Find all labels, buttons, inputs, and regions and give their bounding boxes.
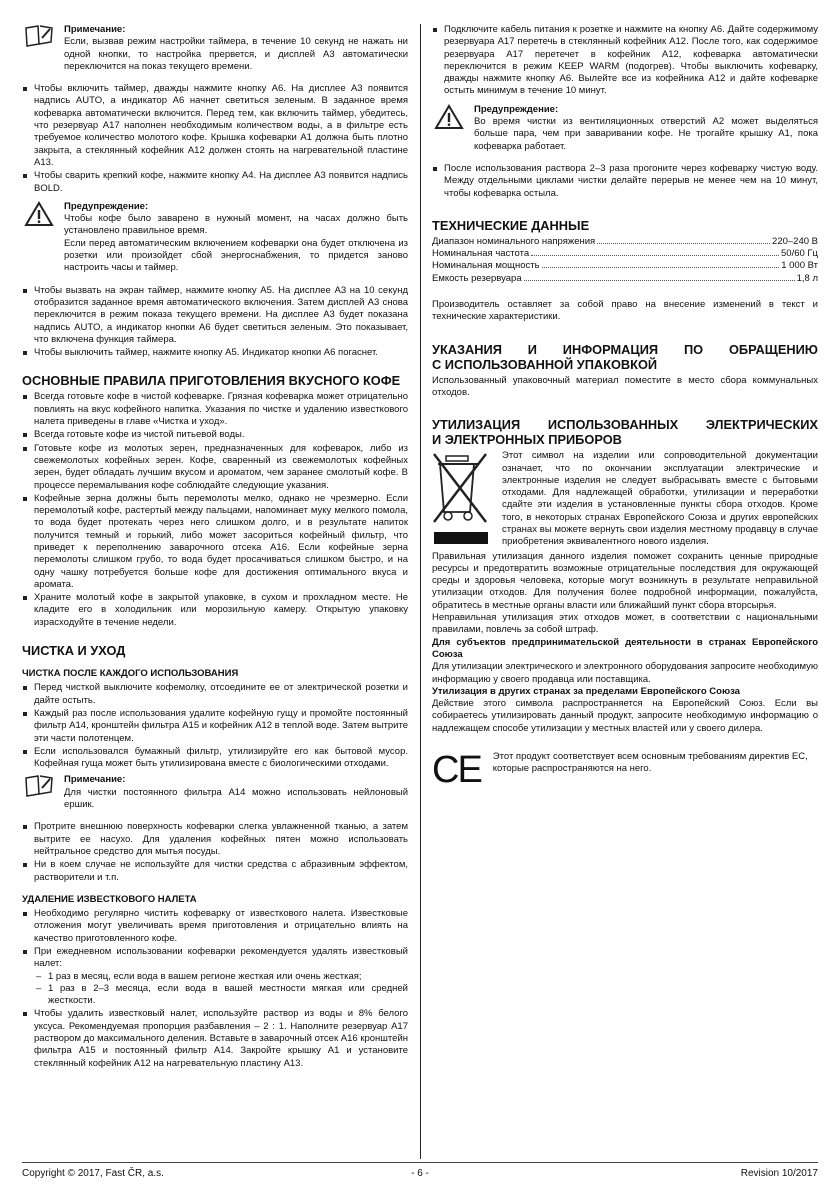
timer-bullets bbox=[22, 83, 408, 195]
dash-item: – 1 раз в 2–3 месяца, если вода в вашей местности мягкая или средней жесткости. bbox=[34, 983, 408, 1008]
spec-table bbox=[432, 236, 818, 285]
column-divider bbox=[420, 24, 421, 1159]
coffee-rules-list bbox=[22, 391, 408, 629]
note-title: Примечание: bbox=[64, 24, 126, 35]
list-item: Необходимо регулярно чистить кофеварку от известкового налета. Известковые отложения могут увеличивать время приготовления и отрицательно влиять на качество приготовленного кофе. bbox=[22, 908, 408, 945]
spec-value: 1 000 Вт bbox=[781, 260, 818, 272]
crossed-bin-icon bbox=[432, 450, 492, 550]
non-eu-text: Действие этого символа распространяется на Европейский Союз. Если вы собираетесь утилизировать данный продукт, запросите необходимую информацию о надлежащем способе утилизации у местных властей или у своего дилера. bbox=[432, 698, 818, 734]
list-item: Чтобы выключить таймер, нажмите кнопку A5. Индикатор кнопки A6 погаснет. bbox=[22, 347, 408, 359]
note-timer bbox=[22, 24, 408, 73]
weee-text: Неправильная утилизация этих отходов может, в соответствии с национальными правилами, повлечь за собой штраф. bbox=[432, 612, 818, 636]
spec-value: 50/60 Гц bbox=[781, 248, 818, 260]
list-item: Кофейные зерна должны быть перемолоты мелко, однако не чрезмерно. Если перемолотый кофе, растертый между пальцами, напоминает муку мелкого помола, то вода будет протекать через него слишком долго, и в результате напиток получится темный и горький, либо может засориться кофейный фильтр, что приведет к переполнению заварочного отсека A16. Если кофейные зерна перемолоты слишком грубо, то вода будет просачиваться слишком быстро, и на одну чашку потребуется больше кофе для достижения оптимального вкуса и аромата. bbox=[22, 493, 408, 591]
cleaning-list-2 bbox=[22, 821, 408, 883]
spec-value: 1,8 л bbox=[796, 272, 818, 284]
page-footer bbox=[22, 1168, 818, 1182]
spec-row bbox=[432, 260, 818, 272]
list-item: Всегда готовьте кофе из чистой питьевой воды. bbox=[22, 429, 408, 441]
list-item: Храните молотый кофе в закрытой упаковке, в сухом и прохладном месте. Не кладите его в холодильник или морозильную камеру. Открытую упаковку израсходуйте в течение недели. bbox=[22, 592, 408, 629]
list-item: Если использовался бумажный фильтр, утилизируйте его как бытовой мусор. Кофейная гуща может быть утилизирована вместе с биологическими отходами. bbox=[22, 746, 408, 771]
section-title: ЧИСТКА И УХОД bbox=[22, 643, 126, 659]
warning-title: Предупреждение: bbox=[474, 103, 559, 115]
dash-item: – 1 раз в месяц, если вода в вашем регионе жесткая или очень жесткая; bbox=[34, 971, 408, 983]
warning-triangle-icon bbox=[432, 104, 466, 132]
book-note-icon bbox=[22, 774, 56, 802]
list-item: Перед чисткой выключите кофемолку, отсоедините ее от электрической розетки и дайте остыть. bbox=[22, 682, 408, 707]
spec-label: Емкость резервуара bbox=[432, 272, 522, 284]
list-item: Чтобы включить таймер, дважды нажмите кнопку A6. На дисплее A3 появится надпись AUTO, а индикатор A6 начнет светиться зеленым. В заданное время кофеварка автоматически включится. Перед тем, как включить таймер, убедитесь, что резервуар A17 наполнен необходимым количеством воды, а в фильтре есть требуемое количество молотого кофе. Крышка кофеварки A1 должна быть плотно закрыта, а стеклянный кофейник A12 должен стоять на нагревательной пластине A13. bbox=[22, 83, 408, 169]
list-item: Всегда готовьте кофе в чистой кофеварке. Грязная кофеварка может отрицательно повлиять на вкус кофейного напитка. Указания по чистке и удалению известкового налета приведены в главе «Чистка и уход». bbox=[22, 391, 408, 428]
note-filter bbox=[22, 774, 408, 811]
warning-timer bbox=[22, 201, 408, 275]
ce-mark-icon: CE bbox=[432, 748, 481, 791]
descaling-list bbox=[22, 908, 408, 1070]
descaling-frequency-list bbox=[34, 971, 408, 1008]
list-item: Протрите внешнюю поверхность кофеварки слегка увлажненной тканью, а затем вытрите ее насухо. Для удаления кофейных пятен можно использовать нейтральное средство для мытья посуды. bbox=[22, 821, 408, 858]
list-item: Ни в коем случае не используйте для чистки средства с абразивным эффектом, растворители и т.п. bbox=[22, 859, 408, 884]
warning-text: Во время чистки из вентиляционных отверстий A2 может выделяться больше пара, чем при заваривании кофе. Не трогайте крышку A1, пока кофеварка работает. bbox=[474, 116, 818, 152]
subsection-title: ЧИСТКА ПОСЛЕ КАЖДОГО ИСПОЛЬЗОВАНИЯ bbox=[22, 668, 239, 680]
spec-label: Диапазон номинального напряжения bbox=[432, 235, 596, 247]
non-eu-title: Утилизация в других странах за пределами Европейского Союза bbox=[432, 685, 740, 697]
section-title: С ИСПОЛЬЗОВАННОЙ УПАКОВКОЙ bbox=[432, 356, 658, 372]
weee-block bbox=[432, 450, 818, 550]
descaling-list-cont-2 bbox=[432, 163, 818, 200]
weee-text: Этот символ на изделии или сопроводительной документации означает, что по окончании эксплуатации электрические и электронные изделия не следует выбрасывать вместе с бытовыми отходами. Для надлежащей обработки, утилизации и переработки сдайте эти изделия в установленные пункты сбора отходов. Кроме того, в некоторых странах Европейского Союза и других европейских странах вы можете вернуть свои изделия местному продавцу в случае приобретения эквивалентного нового изделия. bbox=[502, 450, 818, 548]
book-note-icon bbox=[22, 24, 56, 52]
footer-rule bbox=[22, 1162, 818, 1163]
warning-title: Предупреждение: bbox=[64, 200, 149, 212]
warning-steam bbox=[432, 104, 818, 153]
list-item: Каждый раз после использования удалите кофейную гущу и промойте постоянный фильтр A14, кронштейн фильтра A15 и кофейник A12 в теплой воде. Затем вытрите эти части полотенцем. bbox=[22, 708, 408, 745]
right-column bbox=[432, 24, 818, 789]
warning-text: Если перед автоматическим включением кофеварки она будет отключена из розетки или произойдет сбой энергоснабжения, то придется заново настроить часы и таймер. bbox=[64, 237, 408, 274]
tech-note: Производитель оставляет за собой право на внесение изменений в текст и технические характеристики. bbox=[432, 299, 818, 323]
spec-value: 220–240 В bbox=[772, 235, 818, 247]
section-title: ТЕХНИЧЕСКИЕ ДАННЫЕ bbox=[432, 217, 590, 233]
list-item: Чтобы сварить крепкий кофе, нажмите кнопку A4. На дисплее A3 появится надпись BOLD. bbox=[22, 170, 408, 195]
warning-text: Чтобы кофе было заварено в нужный момент, на часах должно быть установлено правильное время. bbox=[64, 213, 408, 237]
eu-text: Для утилизации электрического и электронного оборудования запросите необходимую информацию у своего продавца или поставщика. bbox=[432, 661, 818, 685]
spec-row bbox=[432, 273, 818, 285]
list-item bbox=[22, 946, 408, 1007]
spec-row bbox=[432, 248, 818, 260]
packaging-text: Использованный упаковочный материал поместите в место сбора коммунальных отходов. bbox=[432, 374, 818, 398]
eu-title: Для субъектов предпринимательской деятельности в странах Европейского Союза bbox=[432, 636, 818, 660]
ce-text: Этот продукт соответствует всем основным требованиям директив ЕС, которые распространяются на него. bbox=[492, 750, 808, 775]
list-item: Подключите кабель питания к розетке и нажмите на кнопку A6. Дайте содержимому резервуара A17 перетечь в стеклянный кофейник A12. После того, как содержимое резервуара A17 перетечет в кофейник A12, кофеварка автоматически переключится в режим KEEP WARM (подогрев). Чтобы выключить кофеварку, дважды нажмите кнопку A6. Вылейте все из кофейника A12 и дайте кофеварке остыть минимум в течение 10 минут. bbox=[432, 24, 818, 98]
page-number: - 6 - bbox=[411, 1168, 429, 1179]
descaling-list-cont bbox=[432, 24, 818, 98]
ce-block bbox=[432, 748, 818, 791]
note-text: Для чистки постоянного фильтра A14 можно использовать нейлоновый ершик. bbox=[64, 786, 408, 811]
warning-triangle-icon bbox=[22, 201, 56, 229]
note-title: Примечание: bbox=[64, 774, 126, 786]
list-item: После использования раствора 2–3 раза прогоните через кофеварку чистую воду. Между отдельными циклами чистки делайте перерыв не менее чем на 10 минут, чтобы кофеварка остыла. bbox=[432, 163, 818, 200]
section-title: УТИЛИЗАЦИЯ ИСПОЛЬЗОВАННЫХ ЭЛЕКТРИЧЕСКИХ bbox=[432, 417, 818, 433]
copyright: Copyright © 2017, Fast ČR, a.s. bbox=[22, 1168, 164, 1179]
spec-label: Номинальная мощность bbox=[432, 260, 540, 272]
section-title: ОСНОВНЫЕ ПРАВИЛА ПРИГОТОВЛЕНИЯ ВКУСНОГО КОФЕ bbox=[22, 373, 401, 389]
weee-text: Правильная утилизация данного изделия поможет сохранить ценные природные ресурсы и предотвратить возможные отрицательные последствия для окружающей среды и здоровья человека, которые могут возникнуть в результате неправильной утилизации отходов. Для получения более подробной информации, пожалуйста, обратитесь в местные органы власти или ближайший пункт сбора вторсырья. bbox=[432, 550, 818, 611]
note-text: Если, вызвав режим настройки таймера, в течение 10 секунд не нажать ни одной кнопки, то настройка прервется, и дисплей A3 автоматически переключится на показ текущего времени. bbox=[64, 36, 408, 72]
section-title: УКАЗАНИЯ И ИНФОРМАЦИЯ ПО ОБРАЩЕНИЮ bbox=[432, 341, 818, 357]
list-item: Чтобы вызвать на экран таймер, нажмите кнопку A5. На дисплее A3 на 10 секунд отобразится заданное время автоматического включения. Затем дисплей A3 снова переключится в режим показа текущего времени. На дисплее A3 будет показана надпись AUTO, а индикатор кнопки A6 будет светиться зеленым. Это показывает, что включена функция таймера. bbox=[22, 285, 408, 346]
left-column bbox=[22, 24, 408, 1074]
spec-label: Номинальная частота bbox=[432, 248, 530, 260]
timer-bullets-2 bbox=[22, 285, 408, 360]
list-item-text: При ежедневном использовании кофеварки рекомендуется удалять известковый налет: bbox=[34, 946, 408, 970]
revision: Revision 10/2017 bbox=[740, 1168, 818, 1179]
list-item: Готовьте кофе из молотых зерен, предназначенных для кофеварок, либо из свежемолотых кофейных зерен. Кофе, сваренный из свежемолотых кофейных зерен, будет обладать лучшим вкусом и ароматом, чем заранее смолотый кофе. В процессе перемалывания кофе соблюдайте следующие указания. bbox=[22, 443, 408, 492]
list-item: Чтобы удалить известковый налет, используйте раствор из воды и 8% белого уксуса. Рекомендуемая пропорция разбавления – 2 : 1. Наполните резервуар A17 раствором до максимального деления. Вставьте в заварочный отсек A16 кронштейн фильтра A15 и постоянный фильтр A14. Закройте крышку A1 и установите стеклянный кофейник A12 на нагревательную пластину A13. bbox=[22, 1008, 408, 1069]
section-title: И ЭЛЕКТРОННЫХ ПРИБОРОВ bbox=[432, 432, 622, 448]
subsection-title: УДАЛЕНИЕ ИЗВЕСТКОВОГО НАЛЕТА bbox=[22, 893, 197, 905]
spec-row bbox=[432, 236, 818, 248]
cleaning-list bbox=[22, 682, 408, 770]
